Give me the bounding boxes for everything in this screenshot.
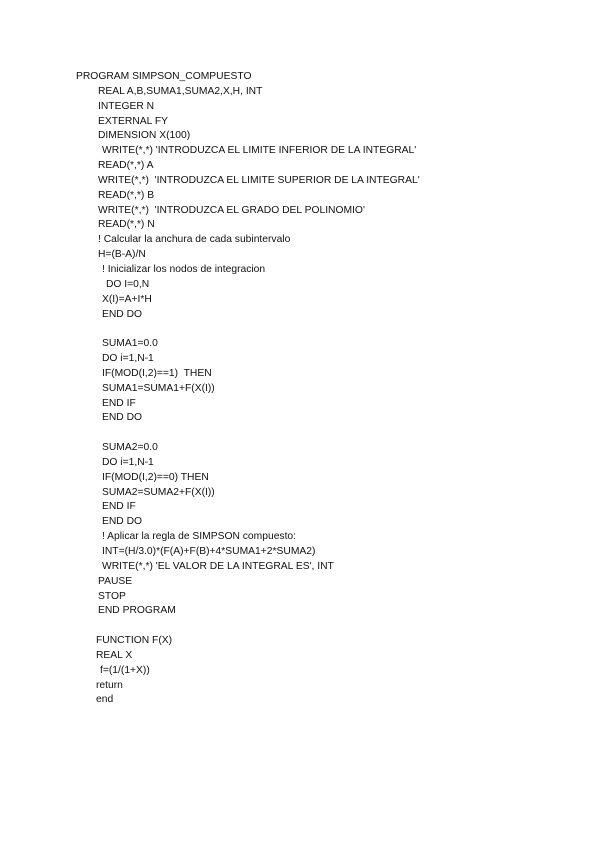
code-line: SUMA1=0.0 (102, 338, 158, 350)
code-line: H=(B-A)/N (98, 249, 146, 261)
code-line: REAL A,B,SUMA1,SUMA2,X,H, INT (98, 85, 263, 97)
code-line: DIMENSION X(100) (98, 130, 191, 142)
code-line: ! Aplicar la regla de SIMPSON compuesto: (102, 531, 297, 543)
code-line: WRITE(*,*) 'INTRODUZCA EL LIMITE SUPERIOR DE LA INTEGRAL' (98, 174, 420, 186)
code-line: DO i=1,N-1 (102, 353, 154, 365)
code-line: DO i=1,N-1 (102, 456, 154, 468)
code-line: IF(MOD(I,2)==0) THEN (102, 471, 209, 483)
code-line (0, 322, 600, 337)
code-line (0, 619, 600, 634)
code-line: ! Inicializar los nodos de integracion (102, 263, 266, 275)
code-line: REAL X (96, 649, 133, 661)
code-line: READ(*,*) B (98, 189, 155, 201)
code-line: WRITE(*,*) 'EL VALOR DE LA INTEGRAL ES', INT (102, 560, 334, 572)
code-line: f=(1/(1+X)) (100, 664, 150, 676)
code-line: END DO (102, 516, 143, 528)
code-line: STOP (98, 590, 126, 602)
code-line: END DO (102, 412, 143, 424)
code-line: END DO (102, 308, 143, 320)
code-line: return (96, 679, 123, 691)
code-line: X(I)=A+I*H (102, 293, 152, 305)
code-line: PROGRAM SIMPSON_COMPUESTO (76, 71, 252, 82)
code-line: end (96, 694, 114, 706)
code-line: SUMA2=0.0 (102, 442, 158, 454)
code-line: EXTERNAL FY (98, 115, 168, 127)
code-line: READ(*,*) A (98, 160, 154, 172)
code-line: DO I=0,N (106, 278, 150, 290)
code-line: SUMA1=SUMA1+F(X(I)) (102, 382, 215, 394)
code-line: IF(MOD(I,2)==1) THEN (102, 367, 212, 379)
code-line: SUMA2=SUMA2+F(X(I)) (102, 486, 215, 498)
code-line: WRITE(*,*) 'INTRODUZCA EL GRADO DEL POLINOMIO' (98, 204, 365, 216)
code-line: INT=(H/3.0)*(F(A)+F(B)+4*SUMA1+2*SUMA2) (102, 546, 316, 557)
code-line: END IF (102, 501, 136, 513)
code-line: WRITE(*,*) 'INTRODUZCA EL LIMITE INFERIOR DE LA INTEGRAL' (102, 145, 417, 157)
code-line (0, 426, 600, 441)
code-line: FUNCTION F(X) (96, 635, 173, 647)
code-line: INTEGER N (98, 100, 155, 112)
code-line: READ(*,*) N (98, 219, 155, 231)
code-line: PAUSE (98, 575, 133, 587)
code-listing (0, 70, 600, 708)
code-line: ! Calcular la anchura de cada subintervalo (98, 234, 291, 246)
code-line: END PROGRAM (98, 605, 176, 617)
code-line: END IF (102, 397, 136, 409)
